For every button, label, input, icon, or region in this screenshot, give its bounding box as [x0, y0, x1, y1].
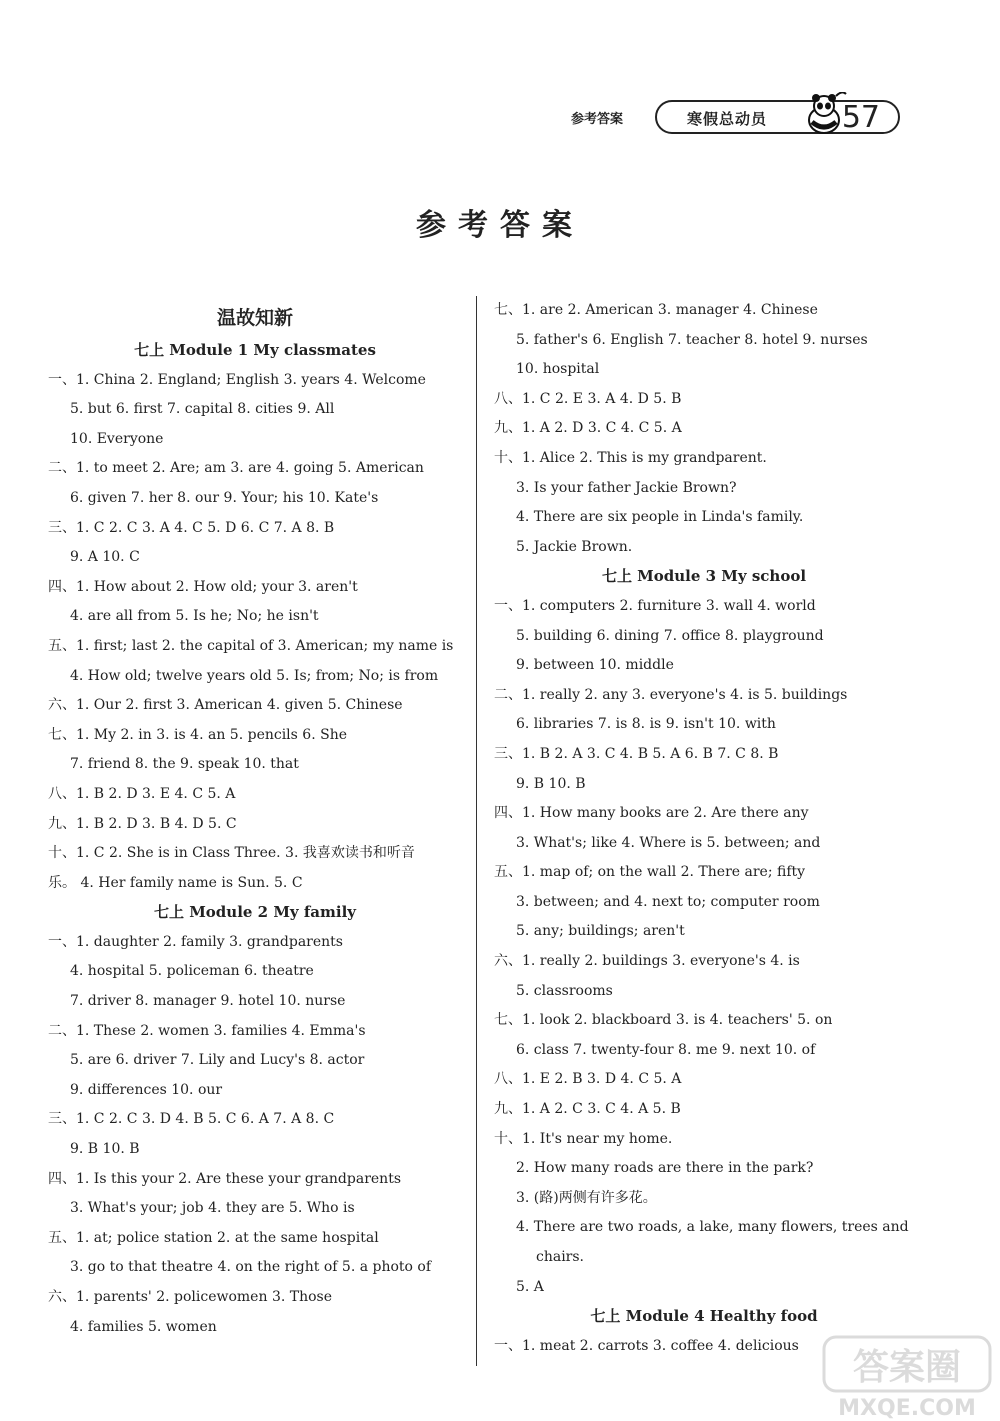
answer-line: 四、1. How about 2. How old; your 3. aren't — [48, 578, 358, 595]
answer-line: 3. (路)两侧有许多花。 — [516, 1189, 657, 1206]
right-column — [494, 296, 914, 1361]
answer-line: 五、1. map of; on the wall 2. There are; fifty — [494, 864, 806, 881]
answer-line: 六、1. parents' 2. policewomen 3. Those — [48, 1289, 332, 1305]
answer-line: 5. father's 6. English 7. teacher 8. hotel 9. nurses — [516, 331, 868, 348]
answer-line: 6. libraries 7. is 8. is 9. isn't 10. with — [516, 716, 776, 733]
answer-line: 六、1. Our 2. first 3. American 4. given 5. Chinese — [48, 697, 403, 714]
answer-line: 九、1. A 2. C 3. C 4. A 5. B — [494, 1101, 681, 1118]
page-number: 57 — [841, 100, 880, 135]
answer-line: 9. A 10. C — [70, 549, 140, 566]
svg-text:答案圈: 答案圈 — [852, 1347, 962, 1388]
answer-line: 5. Jackie Brown. — [516, 538, 633, 555]
watermark-logo-icon — [820, 1335, 998, 1421]
answer-line: 3. between; and 4. next to; computer room — [516, 893, 820, 910]
answer-line: 9. between 10. middle — [516, 657, 674, 674]
answer-line: 10. hospital — [516, 361, 600, 378]
answer-line: chairs. — [536, 1249, 585, 1265]
answer-line: 4. hospital 5. policeman 6. theatre — [70, 963, 314, 980]
answer-line: 八、1. C 2. E 3. A 4. D 5. B — [494, 390, 682, 407]
answer-line: 一、1. computers 2. furniture 3. wall 4. world — [494, 597, 816, 614]
answer-line: 7. friend 8. the 9. speak 10. that — [70, 756, 299, 773]
module-title: 七上 Module 3 My school — [601, 567, 807, 586]
answer-line: 八、1. E 2. B 3. D 4. C 5. A — [494, 1071, 682, 1088]
answer-line: 七、1. look 2. blackboard 3. is 4. teachers' 5. on — [494, 1012, 833, 1029]
answer-line: 3. go to that theatre 4. on the right of 5. a photo of — [70, 1259, 432, 1276]
answer-line: 9. B 10. B — [70, 1141, 140, 1158]
answer-line: 九、1. B 2. D 3. B 4. D 5. C — [48, 815, 237, 832]
answer-line: 5. building 6. dining 7. office 8. playground — [516, 627, 824, 644]
answer-line: 4. There are two roads, a lake, many flowers, trees and — [516, 1219, 909, 1236]
answer-line: 五、1. at; police station 2. at the same hospital — [48, 1229, 379, 1246]
svg-text:MXQE.COM: MXQE.COM — [838, 1396, 976, 1421]
panda-mascot-icon — [802, 92, 847, 136]
answer-line: 八、1. B 2. D 3. E 4. C 5. A — [48, 785, 236, 802]
answer-line: 6. given 7. her 8. our 9. Your; his 10. Kate's — [70, 489, 379, 506]
answer-line: 一、1. daughter 2. family 3. grandparents — [48, 933, 343, 950]
section-title: 温故知新 — [216, 307, 293, 329]
answer-line: 7. driver 8. manager 9. hotel 10. nurse — [70, 993, 346, 1010]
answer-line: 二、1. These 2. women 3. families 4. Emma's — [48, 1022, 366, 1039]
answer-line: 4. families 5. women — [70, 1318, 217, 1335]
header-book-title-pill — [655, 100, 900, 134]
answer-line: 十、1. It's near my home. — [494, 1130, 673, 1147]
answer-line: 七、1. My 2. in 3. is 4. an 5. pencils 6. She — [48, 726, 347, 743]
page-title: 参考答案 — [416, 208, 584, 243]
header-book-title: 寒假总动员 — [687, 110, 768, 128]
answer-line: 十、1. C 2. She is in Class Three. 3. 我喜欢读书和听音 — [48, 845, 415, 862]
answer-line: 三、1. C 2. C 3. A 4. C 5. D 6. C 7. A 8. B — [48, 519, 335, 536]
answer-line: 5. A — [516, 1278, 544, 1295]
answer-line: 一、1. China 2. England; English 3. years 4. Welcome — [48, 371, 426, 388]
answer-line: 三、1. B 2. A 3. C 4. B 5. A 6. B 7. C 8. B — [494, 745, 779, 762]
answer-line: 三、1. C 2. C 3. D 4. B 5. C 6. A 7. A 8. C — [48, 1111, 335, 1128]
module-title: 七上 Module 1 My classmates — [134, 341, 376, 359]
page-header — [0, 92, 1000, 152]
answer-line: 七、1. are 2. American 3. manager 4. Chinese — [494, 302, 818, 318]
answer-line: 3. What's your; job 4. they are 5. Who is — [70, 1200, 355, 1217]
answer-line: 3. What's; like 4. Where is 5. between; and — [516, 834, 821, 851]
answer-line: 四、1. How many books are 2. Are there any — [494, 805, 809, 822]
answer-line: 9. differences 10. our — [70, 1081, 223, 1098]
answer-line: 4. are all from 5. Is he; No; he isn't — [70, 608, 319, 625]
answer-line: 六、1. really 2. buildings 3. everyone's 4. is — [494, 953, 800, 970]
module-title: 七上 Module 4 Healthy food — [590, 1307, 818, 1326]
answer-line: 四、1. Is this your 2. Are these your grandparents — [48, 1170, 402, 1187]
answer-line: 五、1. first; last 2. the capital of 3. American; my name is — [48, 637, 454, 654]
module-title: 七上 Module 2 My family — [153, 903, 357, 922]
answer-line: 二、1. really 2. any 3. everyone's 4. is 5. buildings — [494, 686, 848, 703]
answer-line: 乐。 4. Her family name is Sun. 5. C — [48, 874, 303, 891]
left-column — [48, 296, 462, 1342]
answer-line: 5. are 6. driver 7. Lily and Lucy's 8. actor — [70, 1052, 365, 1069]
answer-line: 2. How many roads are there in the park? — [516, 1160, 814, 1177]
answer-line: 4. How old; twelve years old 5. Is; from; No; is from — [70, 667, 439, 684]
answer-line: 3. Is your father Jackie Brown? — [516, 479, 737, 496]
answer-line: 九、1. A 2. D 3. C 4. C 5. A — [494, 420, 682, 437]
header-label: 参考答案 — [571, 112, 624, 127]
answer-line: 十、1. Alice 2. This is my grandparent. — [494, 449, 767, 466]
column-divider — [476, 296, 477, 1366]
answer-line: 9. B 10. B — [516, 775, 586, 792]
answer-line: 5. any; buildings; aren't — [516, 923, 685, 940]
answer-line: 5. classrooms — [516, 982, 613, 999]
answer-line: 4. There are six people in Linda's family. — [516, 509, 804, 526]
answer-line: 二、1. to meet 2. Are; am 3. are 4. going 5. American — [48, 460, 424, 477]
answer-line: 10. Everyone — [70, 430, 164, 447]
answer-line: 5. but 6. first 7. capital 8. cities 9. All — [70, 401, 335, 418]
answer-line: 6. class 7. twenty-four 8. me 9. next 10. of — [516, 1041, 816, 1058]
answer-line: 一、1. meat 2. carrots 3. coffee 4. delicious — [494, 1337, 799, 1354]
